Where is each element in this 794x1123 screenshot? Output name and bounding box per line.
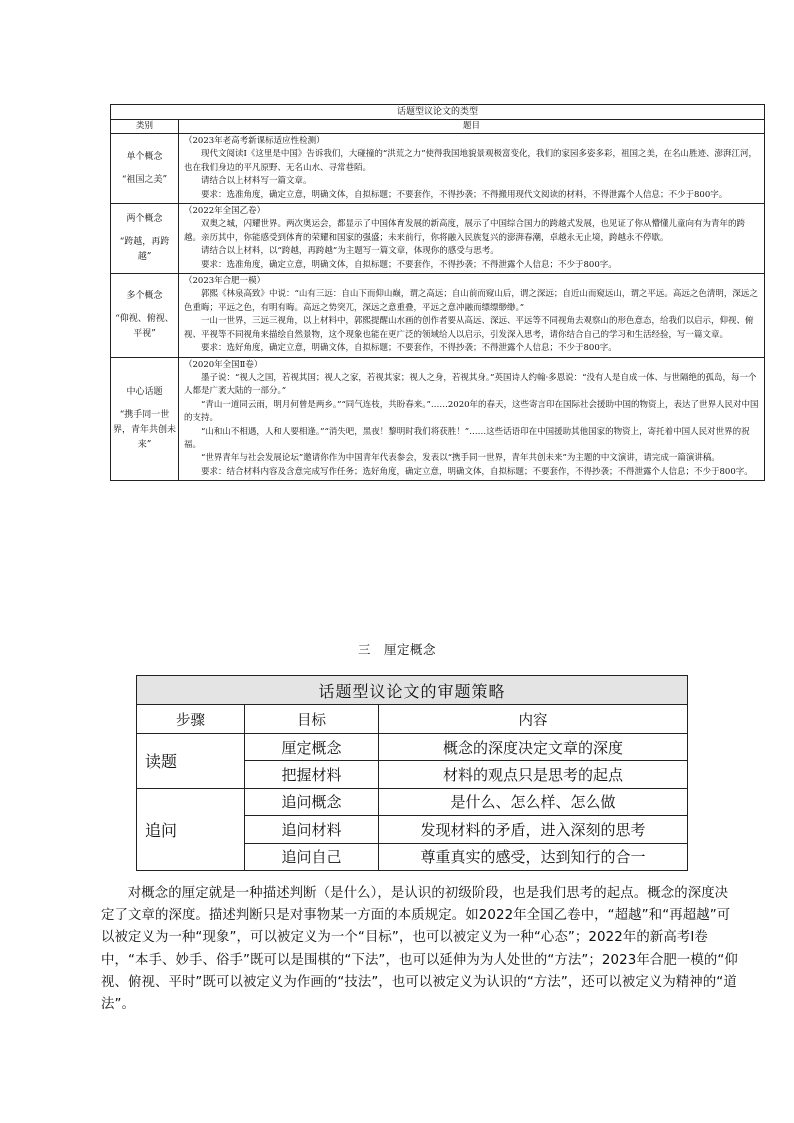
question-paragraph: 现代文阅读Ⅰ《这里是中国》告诉我们，大碰撞的“洪荒之力”使得我国地貌景观极富变化，我们的家园多姿多彩，祖国之美，在名山胜迹、澎湃江河，也在我们身边的平凡原野、无名山水、寻常巷陌。 — [184, 149, 758, 173]
category-label: 单个概念 — [126, 151, 163, 162]
question-paragraph: 请结合以上材料，以“跨越，再跨越”为主题写一篇文章，体现你的感受与思考。 — [201, 246, 499, 257]
question-requirements: 要求：选准角度，确定立意，明确文体，自拟标题；不要套作，不得抄袭；不得搬用现代文阅读的材料，不得泄露个人信息；不少于800字。 — [201, 189, 728, 200]
content-cell: 尊重真实的感受，达到知行的合一 — [379, 843, 688, 870]
column-header-goal: 目标 — [245, 705, 379, 733]
goal-cell: 追问自己 — [245, 843, 379, 870]
question-source: （2023年老高考新课标适应性检测） — [184, 136, 325, 146]
goal-cell: 把握材料 — [245, 761, 379, 788]
column-header-category: 类别 — [111, 120, 179, 134]
question-requirements: 要求：选准角度，确定立意，明确文体，自拟标题；不要套作，不得抄袭；不得泄露个人信息；不少于800字。 — [201, 259, 617, 270]
step-cell: 读题 — [137, 733, 245, 788]
content-cell: 发现材料的矛盾，进入深刻的思考 — [379, 816, 688, 843]
category-label: 多个概念 — [126, 290, 163, 301]
column-header-question: 题目 — [179, 120, 765, 134]
category-topic: “仰视、俯视、平视” — [115, 313, 174, 339]
question-cell — [179, 204, 765, 274]
content-cell: 概念的深度决定文章的深度 — [379, 733, 688, 760]
section-heading: 三 厘定概念 — [357, 642, 436, 657]
table-row — [137, 733, 688, 760]
question-source: （2020年全国Ⅱ卷） — [184, 359, 263, 370]
category-cell — [111, 274, 179, 357]
step-cell: 追问 — [137, 788, 245, 870]
question-paragraph: 一山一世界，三远三视角，以上材料中，郭熙提醒山水画的创作者要从高远、深远、平远等不同视角去观察山的形色意态，给我们以启示，仰视、俯视、平视等不同视角来描绘自然景物，这个现象也能在更广泛的领域给人以启示，引发深入思考，请你结合自己的学习和生活经验，写一篇文章。 — [184, 316, 754, 340]
question-requirements: 要求：选好角度，确定立意，明确文体，自拟标题；不要套作，不得抄袭；不得泄露个人信息；不少于800字。 — [201, 343, 617, 354]
question-paragraph: 墨子说：“视人之国，若视其国；视人之家，若视其家；视人之身，若视其身。”英国诗人约翰·多恩说：“没有人是自成一体、与世隔绝的孤岛，每一个人都是广袤大陆的一部分。” — [184, 372, 757, 397]
goal-cell: 追问概念 — [245, 788, 379, 815]
question-cell — [179, 274, 765, 357]
question-paragraph: “山和山不相遇，人和人要相逢。”“消失吧，黑夜！黎明时我们将获胜！”……这些话语印在中国援助其他国家的物资上，寄托着中国人民对世界的祝福。 — [184, 426, 750, 450]
table-row — [137, 788, 688, 815]
table-row — [111, 274, 765, 357]
table-row — [111, 204, 765, 274]
question-cell — [179, 357, 765, 481]
question-paragraph: 郭熙《林泉高致》中说：“山有三远：自山下而仰山巅，谓之高远；自山前而窥山后，谓之深远；自近山而窥远山，谓之平远。高远之色清明，深远之色重晦；平远之色，有明有晦。高远之势突兀，深远之意重叠，平远之意冲融而缥缥缈缈。” — [184, 289, 758, 313]
question-paragraph: “青山一道同云雨，明月何曾是两乡。”“同气连枝，共盼春来。”……2020年的春天，这些寄言印在国际社会援助中国的物资上，表达了世界人民对中国的支持。 — [184, 399, 759, 424]
review-strategy-table — [136, 675, 688, 871]
question-paragraph: “世界青年与社会发展论坛”邀请你作为中国青年代表参会，发表以“携手同一世界，青年共创未来”为主题的中文演讲，请完成一篇演讲稿。 — [201, 453, 720, 464]
category-cell — [111, 357, 179, 481]
question-requirements: 要求：结合材料内容及含意完成写作任务；选好角度，确定立意，明确文体，自拟标题；不要套作，不得抄袭；不得泄露个人信息；不少于800字。 — [201, 466, 753, 477]
body-paragraph: 对概念的厘定就是一种描述判断（是什么），是认识的初级阶段，也是我们思考的起点。概念的深度决定了文章的深度。描述判断只是对事物某一方面的本质规定。如2022年全国乙卷中，“超越”和“再超越”可以被定义为一种“现象”，可以被定义为一个“目标”，也可以被定义为一种“心态”；2022年的新高考Ⅰ卷中，“本手、妙手、俗手”既可以是围棋的“下法”，也可以延伸为为人处世的“方法”；2023年合肥一模的“仰视、俯视、平时”既可以被定义为作画的“技法”，也可以被定义为认识的“方法”，还可以被定义为精神的“道法”。 — [101, 886, 738, 1013]
category-label: 中心话题 — [126, 386, 163, 397]
content-cell: 材料的观点只是思考的起点 — [379, 761, 688, 788]
question-source: （2022年全国乙卷） — [184, 206, 266, 217]
category-topic: “祖国之美” — [121, 174, 168, 185]
goal-cell: 厘定概念 — [245, 733, 379, 760]
table-title: 话题型议论文的类型 — [111, 105, 765, 120]
category-topic: “携手同一世界，青年共创未来” — [113, 409, 177, 450]
table-row — [111, 357, 765, 481]
question-paragraph: 请结合以上材料写一篇文章。 — [201, 176, 312, 187]
column-header-step: 步骤 — [137, 705, 245, 733]
goal-cell: 追问材料 — [245, 816, 379, 843]
question-paragraph: 双奥之城，闪耀世界。两次奥运会，都显示了中国体育发展的新高度，展示了中国综合国力的跨越式发展，也见证了你从懵懂儿童向有为青年的跨越。亲历其中，你能感受到体育的荣耀和国家的强盛；未来前行，你将融入民族复兴的澎湃春潮，卓越永无止境，跨越永不停歇。 — [184, 219, 746, 243]
table-row — [111, 134, 765, 204]
question-cell — [179, 134, 765, 204]
category-label: 两个概念 — [126, 214, 163, 225]
topic-essay-types-table — [110, 104, 765, 481]
category-topic: “跨越，再跨越” — [119, 237, 170, 263]
category-cell — [111, 134, 179, 204]
category-cell — [111, 204, 179, 274]
table-title: 话题型议论文的审题策略 — [137, 676, 688, 705]
content-cell: 是什么、怎么样、怎么做 — [379, 788, 688, 815]
column-header-content: 内容 — [379, 705, 688, 733]
question-source: （2023年合肥一模） — [184, 276, 266, 287]
